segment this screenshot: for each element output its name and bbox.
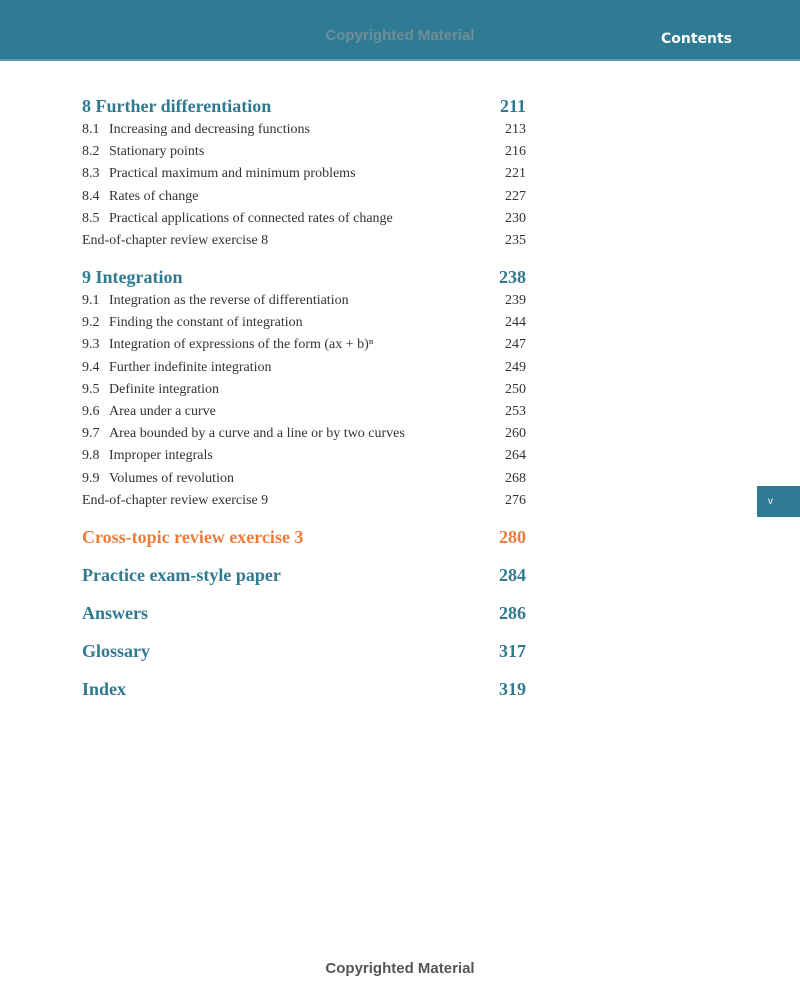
entry-page: 286: [499, 603, 526, 623]
entry-title: [82, 186, 198, 208]
toc-entry[interactable]: [82, 119, 526, 141]
entry-title: Practice exam-style paper: [82, 565, 281, 585]
entry-page: 268: [505, 470, 526, 486]
entry-page: 249: [505, 359, 526, 375]
entry-title: [82, 163, 356, 185]
toc-cross-topic[interactable]: [82, 524, 526, 550]
toc-entry[interactable]: [82, 468, 526, 490]
entry-page: 235: [505, 232, 526, 248]
entry-title: End-of-chapter review exercise 8: [82, 232, 269, 248]
entry-title: [82, 401, 216, 423]
entry-text: Improper integrals: [109, 448, 213, 464]
entry-page: 260: [505, 426, 526, 442]
toc-answers[interactable]: [82, 600, 526, 626]
chapter-9: [82, 264, 526, 512]
entry-title: [82, 290, 349, 312]
entry-text: Finding the constant of integration: [109, 315, 303, 331]
entry-title: [82, 468, 234, 490]
entry-text: Increasing and decreasing functions: [109, 122, 310, 137]
toc-entry[interactable]: [82, 423, 526, 445]
entry-page: 244: [505, 315, 526, 331]
entry-title: [82, 357, 272, 379]
entry-number: 8.3: [82, 166, 100, 182]
toc-entry[interactable]: [82, 208, 526, 230]
entry-title: [82, 208, 393, 230]
entry-number: 8.5: [82, 210, 100, 226]
entry-number: 9.5: [82, 381, 100, 397]
section-title: Contents: [660, 31, 732, 47]
toc-practice-paper[interactable]: [82, 562, 526, 588]
entry-page: 284: [499, 565, 526, 585]
entry-page: 280: [499, 527, 526, 547]
entry-title: [82, 119, 310, 141]
entry-text: Practical applications of connected rates of change: [109, 210, 393, 226]
entry-title: Index: [82, 679, 127, 699]
chapter-8: [82, 93, 526, 252]
toc-entry[interactable]: [82, 312, 526, 334]
toc-entry[interactable]: [82, 163, 526, 185]
entry-number: 9.7: [82, 426, 100, 442]
toc-entry[interactable]: [82, 334, 526, 356]
entry-text: Stationary points: [109, 144, 205, 160]
chapter-title: 8 Further differentiation: [82, 96, 272, 116]
entry-number: 9.1: [82, 293, 100, 308]
toc-entry[interactable]: [82, 357, 526, 379]
toc-entry[interactable]: [82, 379, 526, 401]
entry-text: Area under a curve: [109, 403, 216, 419]
entry-title: [82, 312, 303, 334]
toc-entry[interactable]: [82, 401, 526, 423]
entry-title: Cross-topic review exercise 3: [82, 527, 304, 547]
page-number-tab: v: [757, 486, 800, 517]
entry-number: 8.2: [82, 144, 100, 160]
entry-page: 230: [505, 210, 526, 226]
entry-number: 9.2: [82, 315, 100, 331]
entry-title: Glossary: [82, 641, 151, 661]
chapter-page: 238: [499, 267, 526, 287]
entry-page: 247: [505, 337, 526, 353]
entry-page: 221: [505, 166, 526, 182]
chapter-heading[interactable]: [82, 264, 526, 290]
entry-number: 9.4: [82, 359, 100, 375]
entry-number: 8.1: [82, 122, 100, 137]
entry-text: Volumes of revolution: [109, 470, 234, 486]
entry-page: 216: [505, 144, 526, 160]
toc-index[interactable]: [82, 676, 526, 702]
toc-entry-review[interactable]: [82, 230, 526, 252]
toc-glossary[interactable]: [82, 638, 526, 664]
toc-entry-review[interactable]: [82, 490, 526, 512]
entry-text: Rates of change: [109, 188, 199, 204]
entry-page: 213: [505, 122, 526, 137]
entry-page: 264: [505, 448, 526, 464]
chapter-page: 211: [499, 96, 526, 116]
entry-title: [82, 141, 204, 163]
entry-title: [82, 423, 405, 445]
entry-page: 319: [499, 679, 526, 699]
watermark: Copyrighted Material: [325, 27, 475, 44]
entry-text: Integration as the reverse of differentiation: [109, 293, 349, 308]
back-matter: [82, 524, 526, 702]
entry-number: 9.6: [82, 403, 100, 419]
entry-title: [82, 334, 373, 356]
toc-entry[interactable]: [82, 445, 526, 467]
chapter-heading[interactable]: [82, 93, 526, 119]
entry-text: Area bounded by a curve and a line or by two curves: [109, 426, 405, 442]
page-header: [0, 0, 800, 61]
entry-text: Further indefinite integration: [109, 359, 272, 375]
entry-page: 227: [505, 188, 526, 204]
entry-page: 253: [505, 403, 526, 419]
entry-title: [82, 379, 219, 401]
entry-page: 317: [499, 641, 526, 661]
entry-page: 239: [505, 293, 526, 308]
toc-entry[interactable]: [82, 141, 526, 163]
entry-text: Practical maximum and minimum problems: [109, 166, 356, 182]
entry-text: Definite integration: [109, 381, 220, 397]
footer-watermark: Copyrighted Material: [325, 960, 475, 977]
entry-number: 9.3: [82, 337, 100, 353]
entry-title: End-of-chapter review exercise 9: [82, 492, 269, 508]
entry-title: [82, 445, 213, 467]
entry-text: Integration of expressions of the form (ax + b)ⁿ: [109, 337, 374, 353]
entry-page: 250: [505, 381, 526, 397]
chapter-title: 9 Integration: [82, 267, 183, 287]
entry-number: 9.8: [82, 448, 100, 464]
toc-entry[interactable]: [82, 290, 526, 312]
entry-number: 9.9: [82, 470, 100, 486]
entry-page: 276: [505, 492, 526, 508]
entry-number: 8.4: [82, 188, 100, 204]
toc-entry[interactable]: [82, 186, 526, 208]
entry-title: Answers: [82, 603, 148, 623]
